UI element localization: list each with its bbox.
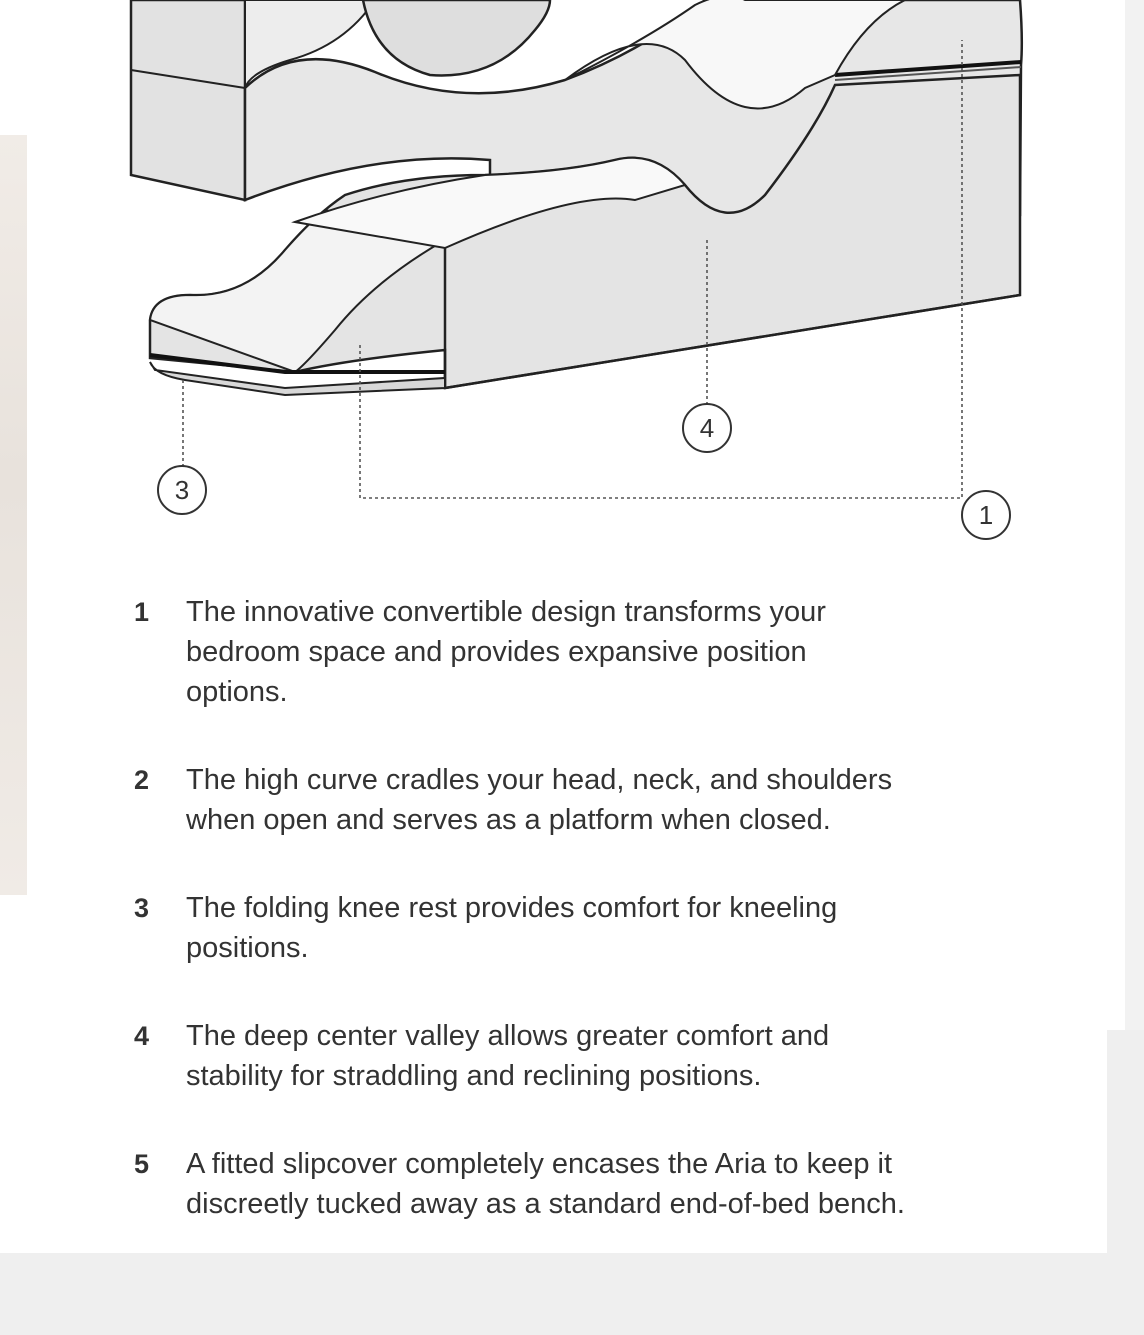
svg-text:3: 3 <box>174 475 190 505</box>
round-bolster <box>363 0 550 75</box>
feature-description: The deep center valley allows greater comfort and stability for straddling and reclining positions. <box>186 1020 830 1092</box>
feature-description: The folding knee rest provides comfort for kneeling positions. <box>186 892 838 964</box>
feature-item <box>45 760 1107 840</box>
right-adjacent-photo <box>1125 0 1144 1030</box>
feature-description: The high curve cradles your head, neck, and shoulders when open and serves as a platform when closed. <box>186 764 893 836</box>
svg-text:1: 1 <box>978 500 994 530</box>
callout-1 <box>962 491 1010 539</box>
feature-description: A fitted slipcover completely encases the Aria to keep it discreetly tucked away as a standard end-of-bed bench. <box>186 1148 905 1220</box>
feature-item <box>45 1016 1107 1096</box>
feature-item <box>45 592 1107 712</box>
feature-item <box>45 1144 1107 1224</box>
cushion-diagram <box>45 0 1107 560</box>
feature-description: The innovative convertible design transforms your bedroom space and provides expansive position options. <box>186 596 826 708</box>
feature-number: 4 <box>134 1021 150 1051</box>
feature-number: 2 <box>134 765 150 795</box>
feature-item <box>45 888 1107 968</box>
feature-card <box>45 0 1107 1253</box>
feature-number: 3 <box>134 893 150 923</box>
left-adjacent-photo <box>0 135 27 895</box>
svg-text:4: 4 <box>699 413 715 443</box>
feature-number: 1 <box>134 597 150 627</box>
callout-3 <box>158 466 206 514</box>
feature-list <box>45 592 1107 1272</box>
callout-4 <box>683 404 731 452</box>
feature-number: 5 <box>134 1149 150 1179</box>
